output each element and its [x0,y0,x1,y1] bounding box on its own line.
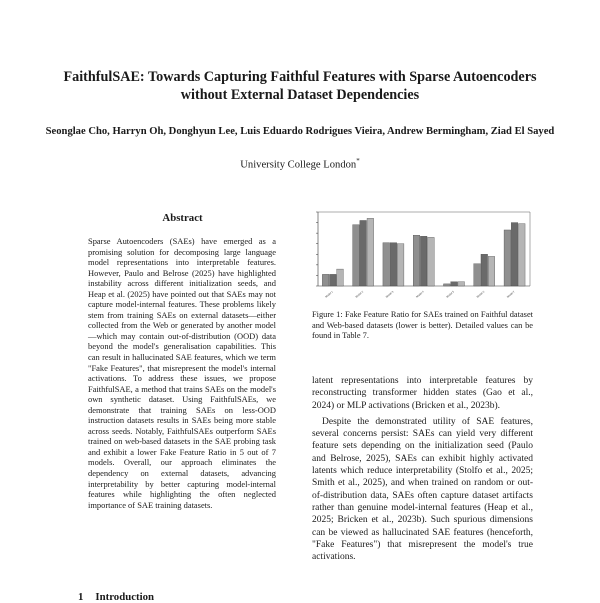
right-column-body [312,375,533,567]
abstract-text: Sparse Autoencoders (SAEs) have emerged as a promising solution for decomposing large language model representations into interpretable features. However, Paulo and Belrose (2025) have highlighted instability across different initialization seeds, and Heap et al. (2025) have pointed out that SAEs may not capture model-internal features. These problems likely stem from training SAEs on external datasets—either collected from the Web or generated by another model—which may contain out-of-distribution (OOD) data beyond the model's generalisation capabilities. This can result in hallucinated SAE features, which we term "Fake Features", that misrepresent the model's internal activations. To address these issues, we propose FaithfulSAE, a method that trains SAEs on the model's own synthetic dataset. Using FaithfulSAEs, we demonstrate that training SAEs on less-OOD instruction datasets results in SAEs being more stable across seeds. Notably, FaithfulSAEs outperform SAEs trained on web-based datasets in the SAE probing task and exhibit a lower Fake Feature Ratio in 5 out of 7 models. Overall, our approach eliminates the dependency on external datasets, advancing interpretability by better capturing model-internal features while highlighting the often neglected importance of SAE training datasets. [88,236,276,510]
bar-5-series-1 [443,284,450,286]
figure-1 [308,208,534,308]
x-tick-label: Model 6 [476,290,486,299]
bar-4-series-3 [428,237,435,286]
bar-6-series-3 [488,256,495,286]
affiliation-name: University College London [240,159,357,171]
x-tick-label: Model 2 [355,290,365,299]
figure-caption: Figure 1: Fake Feature Ratio for SAEs trained on Faithful dataset and Web-based datasets (lower is better). Detailed values can be found in Table 7. [312,310,533,341]
x-tick-label: Model 4 [415,290,425,299]
abstract-heading: Abstract [162,212,203,224]
section-title: Introduction [95,591,155,603]
bar-3-series-3 [397,244,404,286]
body-paragraph-2: Despite the demonstrated utility of SAE features, several concerns persist: SAEs can yield very different feature sets depending on the initialization seed (Paulo and Belrose, 2025), SAEs can exhibit highly activated latents which reduce interpretability (Stolfo et al., 2025; Smith et al., 2025), and when trained on random or out-of-distribution data, SAEs often capture dataset artifacts rather than genuine model-internal features (Heap et al., 2025; Bricken et al., 2023b). Such spurious dimensions can be viewed as hallucinated SAE features (henceforth, "Fake Features") that misrepresent the model's true activations. [312,416,533,563]
bar-1-series-3 [337,269,344,286]
bar-2-series-2 [360,220,367,286]
bar-3-series-1 [383,243,390,286]
bar-7-series-2 [511,223,518,286]
bar-6-series-1 [474,264,481,286]
x-tick-label: Model 5 [445,290,455,299]
bar-2-series-1 [353,225,360,286]
bar-5-series-2 [451,282,458,286]
bar-7-series-3 [518,224,525,286]
bar-7-series-1 [504,230,511,286]
section-number: 1 [78,591,84,603]
bar-5-series-3 [458,282,465,286]
body-paragraph-1: latent representations into interpretable features by reconstructing transformer hidden states (Gao et al., 2024) or MLP activations (Bricken et al., 2023b). [312,376,533,411]
bar-6-series-2 [481,254,488,286]
author-list: Seonglae Cho, Harryn Oh, Donghyun Lee, Luis Eduardo Rodrigues Vieira, Andrew Bermingham, Ziad El Sayed [45,126,555,137]
bar-3-series-2 [390,243,397,286]
x-tick-label: Model 1 [324,290,334,299]
bar-1-series-2 [330,274,337,286]
affiliation [40,155,560,172]
bar-1-series-1 [322,274,329,286]
affiliation-footnote-mark: * [356,157,360,165]
paper-title: FaithfulSAE: Towards Capturing Faithful Features with Sparse Autoencoders without External Dataset Dependencies [63,69,537,103]
x-tick-label: Model 3 [385,290,395,299]
x-tick-label: Model 7 [506,290,516,299]
section-heading [78,591,154,603]
bar-4-series-1 [413,235,420,286]
bar-2-series-3 [367,218,374,286]
bar-4-series-2 [420,236,427,286]
fake-feature-ratio-chart [308,208,534,308]
